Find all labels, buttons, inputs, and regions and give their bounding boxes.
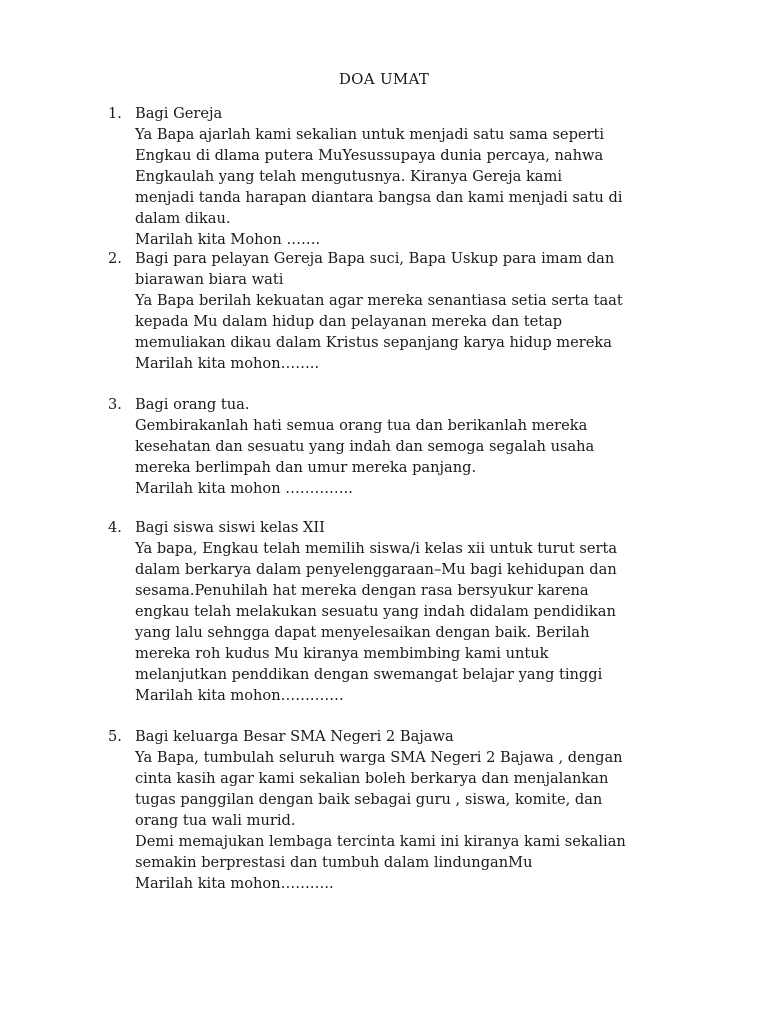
item-line: Demi memajukan lembaga tercinta kami ini kiranya kami sekalian bbox=[135, 833, 626, 850]
item-heading: Bagi Gereja bbox=[135, 105, 223, 122]
item-line: Marilah kita mohon ………….. bbox=[135, 480, 353, 497]
item-heading: Bagi orang tua. bbox=[135, 396, 250, 413]
item-line: kepada Mu dalam hidup dan pelayanan mereka dan tetap bbox=[135, 313, 563, 330]
item-line: dalam dikau. bbox=[135, 210, 231, 227]
item-line: dalam berkarya dalam penyelenggaraan–Mu bagi kehidupan dan bbox=[135, 561, 617, 578]
item-heading: Bagi keluarga Besar SMA Negeri 2 Bajawa bbox=[135, 728, 454, 745]
item-line: Marilah kita Mohon ……. bbox=[135, 231, 321, 248]
item-line: Gembirakanlah hati semua orang tua dan berikanlah mereka bbox=[135, 417, 588, 434]
item-line: Engkaulah yang telah mengutusnya. Kiranya Gereja kami bbox=[135, 168, 563, 185]
item-line: Ya Bapa, tumbulah seluruh warga SMA Negeri 2 Bajawa , dengan bbox=[135, 749, 623, 766]
item-line: engkau telah melakukan sesuatu yang indah didalam pendidikan bbox=[135, 603, 616, 620]
item-number: 1. bbox=[108, 105, 122, 122]
item-line: mereka berlimpah dan umur mereka panjang. bbox=[135, 459, 477, 476]
item-heading: Bagi siswa siswi kelas XII bbox=[135, 519, 325, 536]
item-line: semakin berprestasi dan tumbuh dalam lindunganMu bbox=[135, 854, 533, 871]
item-line: menjadi tanda harapan diantara bangsa dan kami menjadi satu di bbox=[135, 189, 623, 206]
item-line: orang tua wali murid. bbox=[135, 812, 296, 829]
item-line: Marilah kita mohon…….. bbox=[135, 355, 320, 372]
item-line: Engkau di dlama putera MuYesussupaya dunia percaya, nahwa bbox=[135, 147, 604, 164]
item-number: 5. bbox=[108, 728, 122, 745]
prayer-item-2 bbox=[108, 248, 688, 374]
prayer-item-4 bbox=[108, 517, 688, 706]
item-line: cinta kasih agar kami sekalian boleh berkarya dan menjalankan bbox=[135, 770, 609, 787]
item-line: memuliakan dikau dalam Kristus sepanjang karya hidup mereka bbox=[135, 334, 612, 351]
item-heading-continuation: biarawan biara wati bbox=[135, 271, 284, 288]
item-line: Ya bapa, Engkau telah memilih siswa/i kelas xii untuk turut serta bbox=[135, 540, 618, 557]
page-title: DOA UMAT bbox=[338, 70, 430, 88]
item-heading: Bagi para pelayan Gereja Bapa suci, Bapa Uskup para imam dan bbox=[135, 250, 615, 267]
prayer-item-3 bbox=[108, 394, 688, 499]
item-line: Marilah kita mohon…………. bbox=[135, 687, 344, 704]
item-line: yang lalu sehngga dapat menyelesaikan dengan baik. Berilah bbox=[135, 624, 590, 641]
item-line: mereka roh kudus Mu kiranya membimbing kami untuk bbox=[135, 645, 549, 662]
prayer-item-1 bbox=[108, 103, 688, 250]
item-number: 4. bbox=[108, 519, 122, 536]
item-line: tugas panggilan dengan baik sebagai guru , siswa, komite, dan bbox=[135, 791, 603, 808]
item-number: 2. bbox=[108, 250, 122, 267]
prayer-item-5 bbox=[108, 726, 688, 894]
item-line: kesehatan dan sesuatu yang indah dan semoga segalah usaha bbox=[135, 438, 595, 455]
item-number: 3. bbox=[108, 396, 122, 413]
item-line: Ya Bapa ajarlah kami sekalian untuk menjadi satu sama seperti bbox=[135, 126, 605, 143]
item-line: melanjutkan penddikan dengan swemangat belajar yang tinggi bbox=[135, 666, 603, 683]
item-line: Ya Bapa berilah kekuatan agar mereka senantiasa setia serta taat bbox=[135, 292, 623, 309]
item-line: sesama.Penuhilah hat mereka dengan rasa bersyukur karena bbox=[135, 582, 589, 599]
item-line: Marilah kita mohon……….. bbox=[135, 875, 334, 892]
